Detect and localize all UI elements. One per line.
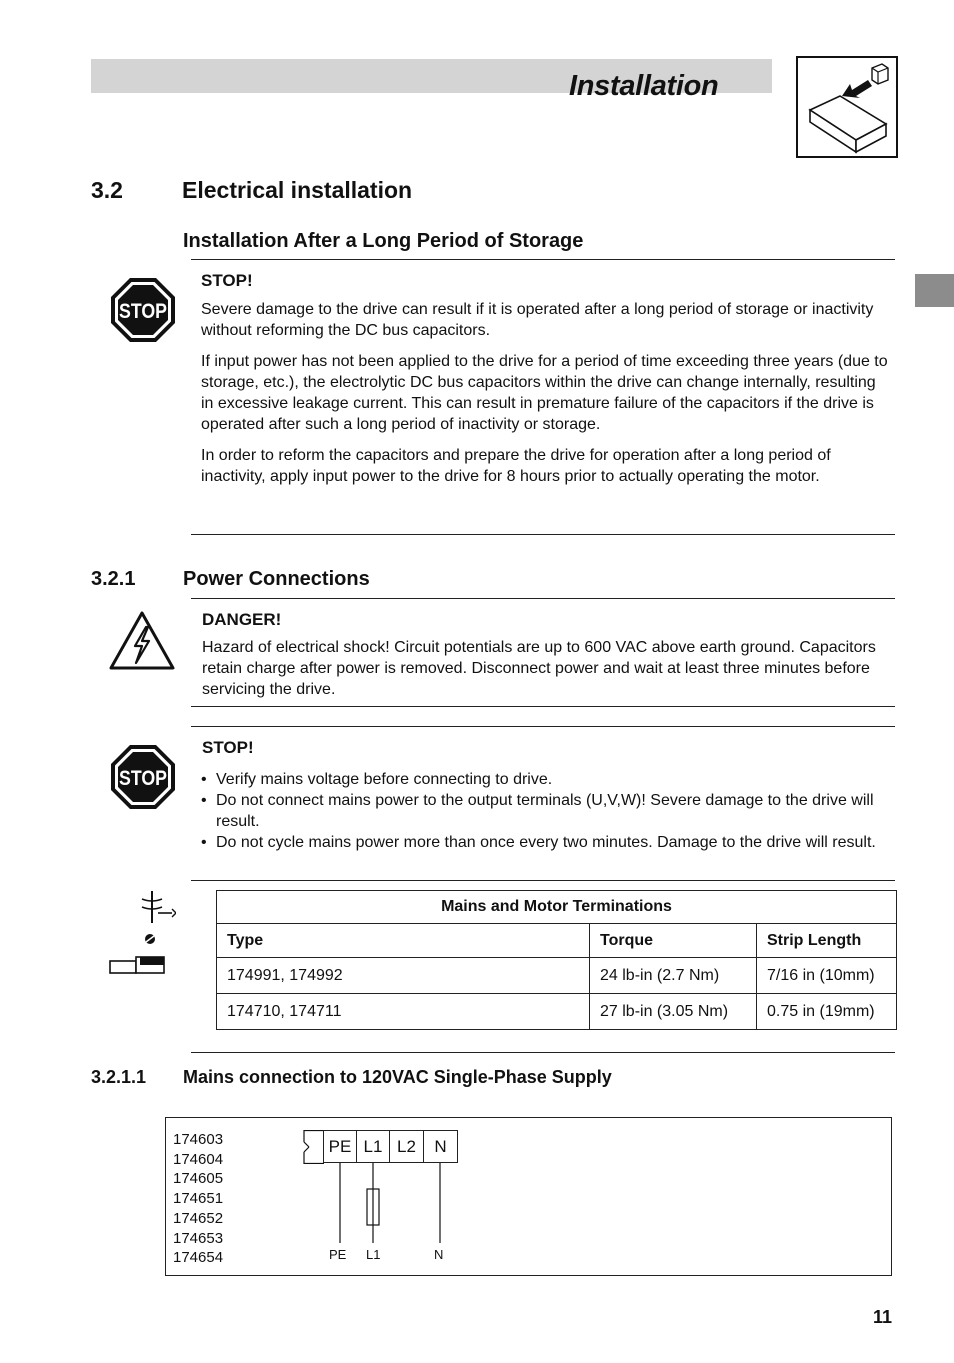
table-caption: Mains and Motor Terminations <box>217 891 897 924</box>
page-number: 11 <box>873 1307 893 1327</box>
wiring-diagram <box>165 1117 892 1276</box>
wire-label-l1: L1 <box>366 1247 381 1262</box>
model-number: 174603 <box>173 1131 224 1148</box>
column-header: Torque <box>590 924 757 958</box>
danger-text: Hazard of electrical shock! Circuit potentials are up to 600 VAC above earth ground. Capacitors retain charge after power is removed. Disconnect power and wait at least three minutes before servicing the drive. <box>202 639 876 698</box>
stop-bullet-list <box>201 769 891 853</box>
list-item: • Do not cycle mains power more than once every two minutes. Damage to the drive will result. <box>201 832 891 853</box>
column-header: Type <box>217 924 590 958</box>
section-title: Electrical installation <box>182 177 413 203</box>
table-cell: 174991, 174992 <box>217 958 590 994</box>
subsection-number: 3.2.1 <box>91 568 136 590</box>
subsubsection-title: Mains connection to 120VAC Single-Phase Supply <box>183 1067 612 1087</box>
divider <box>191 880 895 881</box>
terminal-pe: PE <box>323 1130 357 1163</box>
terminations-table <box>216 890 897 1030</box>
model-number: 174652 <box>173 1209 224 1227</box>
divider <box>191 726 895 727</box>
stop-sign-icon <box>110 277 176 348</box>
chapter-tab <box>915 274 954 307</box>
stop-label: STOP! <box>202 738 254 757</box>
stop-label: STOP! <box>201 271 253 290</box>
table-row <box>217 994 897 1030</box>
terminal-break-symbol <box>300 1130 324 1169</box>
model-number: 174654 <box>173 1249 224 1267</box>
model-number: 174651 <box>173 1190 224 1208</box>
electrical-hazard-icon <box>108 610 176 677</box>
model-number: 174653 <box>173 1229 224 1247</box>
paragraph: Severe damage to the drive can result if it is operated after a long period of storage or inactivity without reforming the DC bus capacitors. <box>201 301 874 339</box>
terminal-n: N <box>423 1130 458 1163</box>
paragraph: If input power has not been applied to the drive for a period of time exceeding three years (due to storage, etc.), the electrolytic DC bus capacitors within the drive can change internally, resulting in excessive leakage current. This can result in premature failure of the capacitors if the drive is operated after such a long period of inactivity or storage. <box>201 353 888 433</box>
divider <box>191 259 895 260</box>
svg-text:STOP: STOP <box>119 767 167 790</box>
svg-text:STOP: STOP <box>119 300 167 323</box>
storage-notice-body <box>201 299 891 497</box>
section-number: 3.2 <box>91 177 123 203</box>
installation-box-icon <box>796 56 898 158</box>
page-header-title: Installation <box>569 70 719 102</box>
subsection-title: Power Connections <box>183 568 370 590</box>
paragraph: In order to reform the capacitors and prepare the drive for operation after a long period of inactivity, apply input power to the drive for 8 hours prior to actually operating the motor. <box>201 447 831 485</box>
wire-label-pe: PE <box>329 1247 347 1262</box>
list-item: • Do not connect mains power to the output terminals (U,V,W)! Severe damage to the drive will result. <box>201 790 891 832</box>
terminal-l2: L2 <box>389 1130 424 1163</box>
storage-heading: Installation After a Long Period of Storage <box>183 230 584 252</box>
divider <box>191 706 895 707</box>
wires <box>330 1163 450 1250</box>
screwdriver-terminal-icon <box>100 889 176 990</box>
table-cell: 7/16 in (10mm) <box>757 958 897 994</box>
danger-label: DANGER! <box>202 610 282 629</box>
model-number: 174604 <box>173 1150 224 1168</box>
table-header-row <box>217 924 897 958</box>
divider <box>191 598 895 599</box>
table-row <box>217 958 897 994</box>
stop-sign-icon <box>110 744 176 815</box>
column-header: Strip Length <box>757 924 897 958</box>
table-cell: 24 lb-in (2.7 Nm) <box>590 958 757 994</box>
table-cell: 174710, 174711 <box>217 994 590 1030</box>
subsubsection-number: 3.2.1.1 <box>91 1067 147 1087</box>
divider <box>191 1052 895 1053</box>
model-number: 174605 <box>173 1170 224 1188</box>
table-cell: 0.75 in (19mm) <box>757 994 897 1030</box>
divider <box>191 534 895 535</box>
model-list <box>173 1130 223 1268</box>
list-item: • Verify mains voltage before connecting to drive. <box>201 769 891 790</box>
wire-label-n: N <box>434 1247 444 1262</box>
table-cell: 27 lb-in (3.05 Nm) <box>590 994 757 1030</box>
terminal-l1: L1 <box>356 1130 390 1163</box>
